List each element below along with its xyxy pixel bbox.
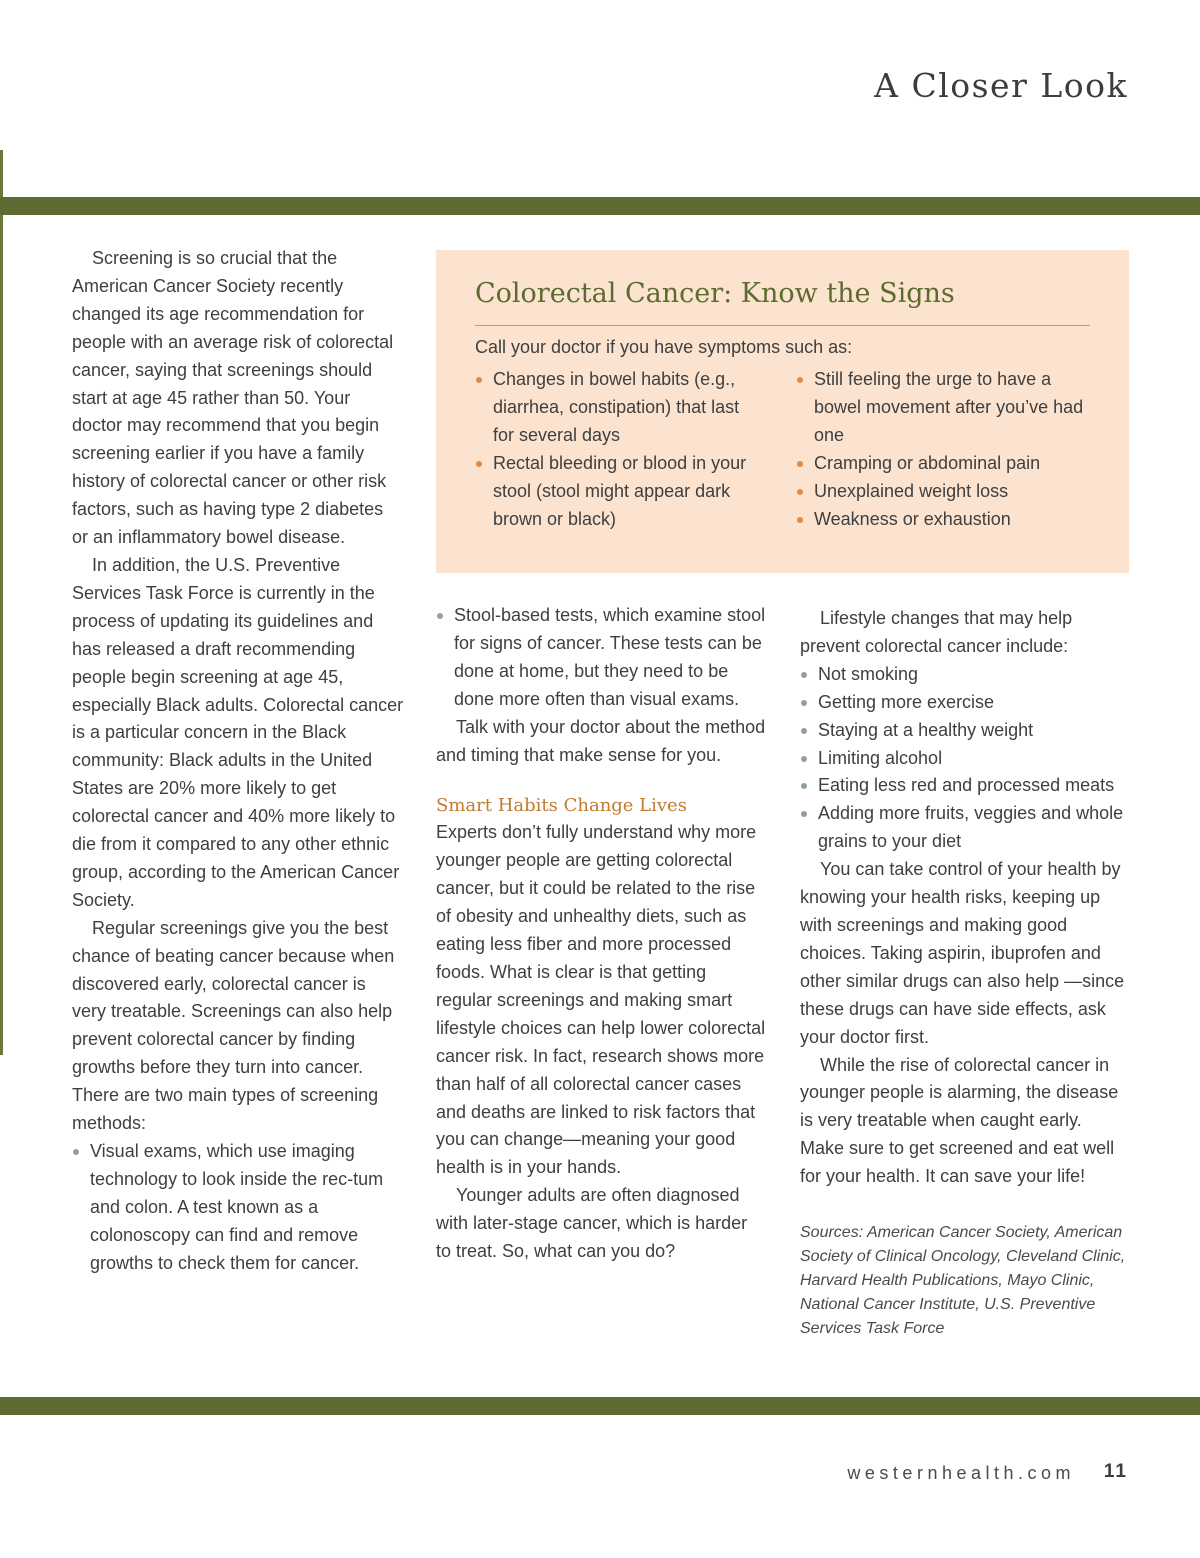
paragraph: While the rise of colorectal cancer in younger people is alarming, the disease is very treatable when caught early. Make sure to get screened and eat well for your health. It can save your life! bbox=[800, 1054, 1119, 1187]
list-item bbox=[796, 478, 1096, 506]
list-item bbox=[796, 450, 1096, 478]
list-item bbox=[475, 450, 765, 534]
list-item-text: Stool-based tests, which examine stool for signs of cancer. These tests can be done at home, but they need to be done more often than visual exams. bbox=[454, 605, 766, 709]
bullet-icon bbox=[797, 461, 803, 467]
list-item bbox=[796, 506, 1096, 534]
bullet-icon bbox=[801, 783, 807, 789]
list-item-text: Staying at a healthy weight bbox=[818, 719, 1034, 740]
list-item-text: Eating less red and processed meats bbox=[818, 775, 1115, 796]
symptoms-list-left bbox=[475, 366, 765, 533]
paragraph: In addition, the U.S. Preventive Services Task Force is currently in the process of updating its guidelines and has released a draft recommending people begin screening at age 45, especially Black adults. Colorectal cancer is a particular concern in the Black community: Black adults in the United States are 20% more likely to get colorectal cancer and 40% more likely to die from it compared to any other ethnic group, according to the American Cancer Society. bbox=[72, 554, 404, 910]
bullet-icon bbox=[797, 489, 803, 495]
paragraph: Experts don’t fully understand why more younger people are getting colorectal cancer, but it could be related to the rise of obesity and unhealthy diets, such as eating less fiber and more processed foods. What is clear is that getting regular screenings and making smart lifestyle choices can help lower colorectal cancer risk. In fact, research shows more than half of all colorectal cancer cases and deaths are linked to risk factors that you can change—meaning your good health is in your hands. bbox=[436, 822, 766, 1178]
bottom-divider-bar bbox=[0, 1397, 1200, 1415]
list-item-text: Visual exams, which use imaging technology to look inside the rec-tum and colon. A test known as a colonoscopy can find and remove growths to check them for cancer. bbox=[90, 1141, 384, 1273]
symptoms-list-right bbox=[796, 366, 1096, 533]
list-item-text: Unexplained weight loss bbox=[814, 480, 1009, 501]
list-item bbox=[436, 602, 766, 714]
list-item bbox=[800, 717, 1130, 745]
bullet-icon bbox=[437, 613, 443, 619]
list-item-text: Getting more exercise bbox=[818, 691, 995, 712]
screening-methods-list bbox=[72, 1138, 404, 1278]
bullet-icon bbox=[801, 811, 807, 817]
right-column bbox=[800, 605, 1130, 1341]
list-item-text: Still feeling the urge to have a bowel movement after you’ve had one bbox=[814, 369, 1084, 445]
list-item bbox=[475, 366, 765, 450]
list-item bbox=[800, 800, 1130, 856]
list-item bbox=[800, 772, 1130, 800]
left-column bbox=[72, 245, 404, 1278]
bullet-icon bbox=[797, 377, 803, 383]
list-item-text: Cramping or abdominal pain bbox=[814, 452, 1041, 473]
sources-note: Sources: American Cancer Society, American Society of Clinical Oncology, Cleveland Clinic, Harvard Health Publications, Mayo Clinic, National Cancer Institute, U.S. Preventive Services Task Force bbox=[800, 1224, 1126, 1338]
paragraph: You can take control of your health by knowing your health risks, keeping up with screenings and making good choices. Taking aspirin, ibuprofen and other similar drugs can also help —since these drugs can have side effects, ask your doctor first. bbox=[800, 859, 1125, 1047]
list-item bbox=[72, 1138, 404, 1278]
list-item-text: Not smoking bbox=[818, 663, 919, 684]
middle-column bbox=[436, 602, 766, 1266]
top-divider-bar bbox=[0, 197, 1200, 215]
footer-website: westernhealth.com bbox=[847, 1463, 1075, 1483]
bullet-icon bbox=[476, 461, 482, 467]
list-item-text: Limiting alcohol bbox=[818, 747, 943, 768]
list-item bbox=[800, 689, 1130, 717]
list-item bbox=[796, 366, 1096, 450]
section-subheading: Smart Habits Change Lives bbox=[436, 795, 687, 817]
bullet-icon bbox=[476, 377, 482, 383]
page-section-title: A Closer Look bbox=[874, 66, 1128, 105]
list-item-text: Changes in bowel habits (e.g., diarrhea, constipation) that last for several days bbox=[493, 369, 740, 445]
bullet-icon bbox=[801, 756, 807, 762]
bullet-icon bbox=[801, 700, 807, 706]
sidebar-title: Colorectal Cancer: Know the Signs bbox=[475, 278, 955, 309]
list-item-text: Rectal bleeding or blood in your stool (stool might appear dark brown or black) bbox=[493, 452, 747, 529]
left-edge-bar bbox=[0, 150, 3, 1055]
bullet-icon bbox=[801, 672, 807, 678]
know-the-signs-sidebar bbox=[436, 250, 1129, 573]
sidebar-intro: Call your doctor if you have symptoms such as: bbox=[475, 337, 853, 357]
list-item-text: Weakness or exhaustion bbox=[814, 508, 1011, 529]
list-item-text: Adding more fruits, veggies and whole grains to your diet bbox=[818, 803, 1124, 852]
lifestyle-changes-list bbox=[800, 661, 1130, 856]
bullet-icon bbox=[801, 728, 807, 734]
paragraph: Talk with your doctor about the method and timing that make sense for you. bbox=[436, 716, 766, 765]
screening-methods-list-cont bbox=[436, 602, 766, 714]
page-number: 11 bbox=[1103, 1461, 1128, 1482]
paragraph: Younger adults are often diagnosed with later-stage cancer, which is harder to treat. So, what can you do? bbox=[436, 1185, 748, 1262]
bullet-icon bbox=[797, 517, 803, 523]
paragraph: Screening is so crucial that the American Cancer Society recently changed its age recommendation for people with an average risk of colorectal cancer, saying that screenings should start at age 45 rather than 50. Your doctor may recommend that you begin screening earlier if you have a family history of colorectal cancer or other risk factors, such as having type 2 diabetes or an inflammatory bowel disease. bbox=[72, 248, 394, 548]
sidebar-divider bbox=[475, 325, 1090, 326]
paragraph: Regular screenings give you the best chance of beating cancer because when discovered early, colorectal cancer is very treatable. Screenings can also help prevent colorectal cancer by finding growths before they turn into cancer. There are two main types of screening methods: bbox=[72, 917, 395, 1134]
bullet-icon bbox=[73, 1149, 79, 1155]
list-item bbox=[800, 745, 1130, 773]
paragraph: Lifestyle changes that may help prevent colorectal cancer include: bbox=[800, 608, 1073, 656]
list-item bbox=[800, 661, 1130, 689]
